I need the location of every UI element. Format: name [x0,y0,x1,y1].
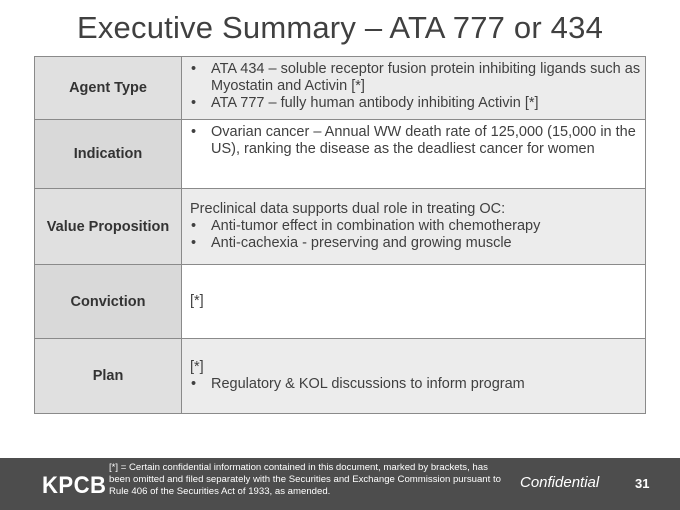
bullet-icon: • [191,95,197,111]
confidentiality-disclaimer: [*] = Certain confidential information contained in this document, marked by brackets, has been omitted and filed separately with the Securities and Exchange Commission pursuant to Rule 406 of the Securities Act of 1933, as amended. [109,462,501,498]
footer-bar [0,458,680,510]
bullet-icon: • [191,61,197,77]
page-number: 31 [635,476,650,491]
row-label-conviction: Conviction [35,265,182,339]
row-intro-text: [*] [190,359,204,375]
bullet-text: Anti-cachexia - preserving and growing muscle [211,235,512,251]
bullet-icon: • [191,376,197,392]
bullet-list [190,61,641,112]
row-content-value-proposition [182,189,646,265]
row-intro-text: Preclinical data supports dual role in treating OC: [190,201,506,217]
bullet-list [190,218,641,252]
summary-table [34,56,646,414]
list-item [190,235,641,252]
bullet-text: ATA 777 – fully human antibody inhibiting Activin [*] [211,95,539,111]
table-row-value-proposition [35,189,646,265]
table-row-conviction [35,265,646,339]
bullet-list [190,124,641,158]
bullet-icon: • [191,218,197,234]
row-label-value-proposition: Value Proposition [35,189,182,265]
row-content-agent-type [182,57,646,120]
bullet-text: Ovarian cancer – Annual WW death rate of 125,000 (15,000 in the US), ranking the disease as the deadliest cancer for women [211,124,636,157]
bullet-list [190,376,641,393]
bullet-icon: • [191,235,197,251]
row-label-plan: Plan [35,339,182,414]
list-item [190,376,641,393]
confidential-label: Confidential [520,474,600,491]
row-content-plan [182,339,646,414]
list-item [190,218,641,235]
row-label-indication: Indication [35,120,182,189]
bullet-text: ATA 434 – soluble receptor fusion protein inhibiting ligands such as Myostatin and Activin [*] [211,61,641,94]
list-item [190,124,641,158]
table-row-plan [35,339,646,414]
row-label-agent-type: Agent Type [35,57,182,120]
bullet-icon: • [191,124,197,140]
bullet-text: Anti-tumor effect in combination with chemotherapy [211,218,541,234]
row-intro-text: [*] [190,293,204,309]
table-row-indication [35,120,646,189]
page-title: Executive Summary – ATA 777 or 434 [76,10,604,45]
list-item [190,61,641,95]
list-item [190,95,641,112]
bullet-text: Regulatory & KOL discussions to inform program [211,376,525,392]
kpcb-logo: KPCB [42,472,107,499]
row-content-indication [182,120,646,189]
row-content-conviction [182,265,646,339]
table-row-agent-type [35,57,646,120]
